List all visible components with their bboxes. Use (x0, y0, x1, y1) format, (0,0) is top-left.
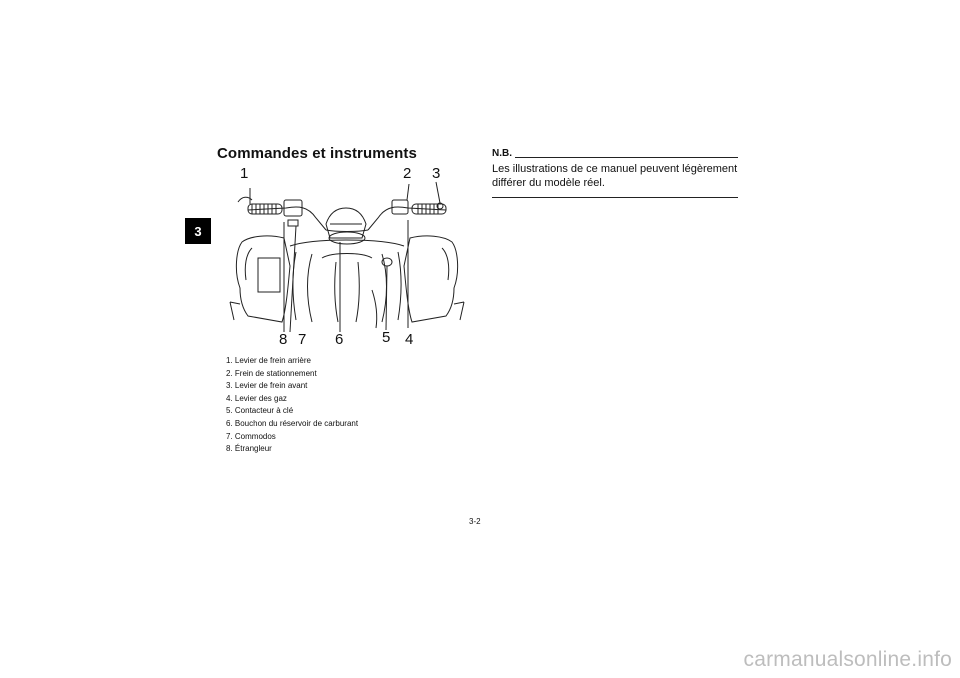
callout-6: 6 (335, 331, 344, 348)
callout-8: 8 (279, 331, 288, 348)
legend-item: 4. Levier des gaz (226, 393, 287, 403)
callout-3: 3 (432, 165, 441, 182)
legend-item: 1. Levier de frein arrière (226, 356, 311, 365)
legend-item: 5. Contacteur à clé (226, 406, 294, 416)
section-title: Commandes et instruments (217, 145, 417, 162)
legend-item: 2. Frein de stationnement (226, 368, 317, 378)
legend-item: 7. Commodos (226, 431, 276, 441)
legend-item: 3. Levier de frein avant (226, 381, 308, 391)
callout-7: 7 (298, 331, 307, 348)
callout-5: 5 (382, 329, 391, 346)
atv-handlebar-drawing (226, 162, 468, 350)
chapter-tab: 3 (185, 218, 211, 244)
legend-item: 6. Bouchon du réservoir de carburant (226, 418, 359, 428)
note-box (492, 148, 738, 198)
callout-2: 2 (403, 165, 412, 182)
note-header (492, 148, 738, 160)
page-number: 3-2 (469, 517, 481, 526)
watermark: carmanualsonline.info (743, 648, 952, 671)
note-text: Les illustrations de ce manuel peuvent légèrement différer du modèle réel. (492, 163, 738, 189)
note-bottom-rule (492, 197, 738, 198)
note-label: N.B. (492, 148, 512, 159)
note-header-rule (515, 157, 738, 158)
atv-controls-illustration (226, 162, 468, 350)
figure-legend (226, 355, 358, 456)
legend-item: 8. Étrangleur (226, 444, 272, 454)
callout-4: 4 (405, 331, 414, 348)
callout-1: 1 (240, 165, 249, 182)
